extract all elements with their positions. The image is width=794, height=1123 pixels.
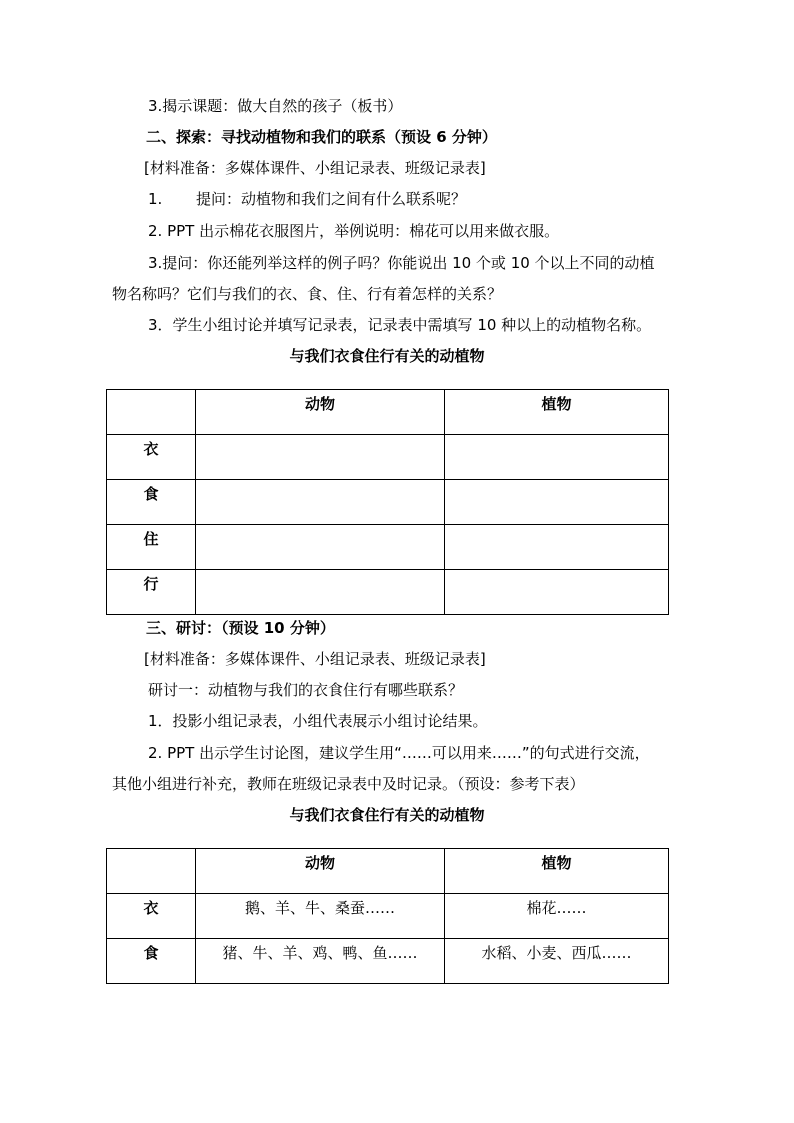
table-row — [107, 849, 669, 894]
section-heading-explore: 二、探索：寻找动植物和我们的联系（预设 6 分钟） — [146, 128, 497, 146]
table-cell-plant — [445, 525, 669, 570]
record-table-2 — [106, 848, 669, 984]
column-header-plant: 植物 — [445, 849, 669, 894]
row-header-clothing: 衣 — [107, 435, 196, 480]
table-row — [107, 570, 669, 615]
paragraph-group-discussion: 3．学生小组讨论并填写记录表，记录表中需填写 10 种以上的动植物名称。 — [148, 316, 652, 334]
column-header-animal: 动物 — [196, 849, 445, 894]
paragraph-projection: 1．投影小组记录表，小组代表展示小组讨论结果。 — [148, 712, 488, 730]
table-row — [107, 939, 669, 984]
row-header-clothing: 衣 — [107, 894, 196, 939]
table-cell-animal — [196, 525, 445, 570]
table-cell-corner — [107, 849, 196, 894]
paragraph-ppt-discussion-line1: 2. PPT 出示学生讨论图，建议学生用“……可以用来……”的句式进行交流， — [148, 744, 650, 762]
row-header-housing: 住 — [107, 525, 196, 570]
column-header-animal: 动物 — [196, 390, 445, 435]
table-row — [107, 894, 669, 939]
row-header-food: 食 — [107, 480, 196, 525]
materials-note-1: [材料准备：多媒体课件、小组记录表、班级记录表] — [144, 159, 486, 177]
table-row — [107, 525, 669, 570]
paragraph-examples-line2: 物名称吗？它们与我们的衣、食、住、行有着怎样的关系？ — [112, 285, 503, 303]
table-row — [107, 435, 669, 480]
table-row — [107, 480, 669, 525]
table-cell-animal — [196, 480, 445, 525]
record-table-1 — [106, 389, 669, 615]
paragraph-reveal-topic: 3.揭示课题：做大自然的孩子（板书） — [148, 97, 403, 115]
table-cell-plant — [445, 480, 669, 525]
materials-note-2: [材料准备：多媒体课件、小组记录表、班级记录表] — [144, 650, 486, 668]
table-cell-animal — [196, 435, 445, 480]
paragraph-ppt-cotton: 2. PPT 出示棉花衣服图片，举例说明：棉花可以用来做衣服。 — [148, 222, 560, 240]
column-header-plant: 植物 — [445, 390, 669, 435]
table-cell-corner — [107, 390, 196, 435]
table-2-title: 与我们衣食住行有关的动植物 — [289, 806, 485, 824]
table-cell-animal: 猪、牛、羊、鸡、鸭、鱼…… — [196, 939, 445, 984]
row-header-travel: 行 — [107, 570, 196, 615]
paragraph-question: 提问：动植物和我们之间有什么联系呢？ — [196, 190, 467, 208]
paragraph-discussion-one: 研讨一：动植物与我们的衣食住行有哪些联系？ — [148, 681, 464, 699]
table-cell-animal: 鹅、羊、牛、桑蚕…… — [196, 894, 445, 939]
table-1-title: 与我们衣食住行有关的动植物 — [289, 347, 485, 365]
paragraph-ppt-discussion-line2: 其他小组进行补充，教师在班级记录表中及时记录。（预设：参考下表） — [112, 775, 585, 793]
table-cell-plant: 棉花…… — [445, 894, 669, 939]
table-cell-plant — [445, 570, 669, 615]
row-header-food: 食 — [107, 939, 196, 984]
table-cell-plant: 水稻、小麦、西瓜…… — [445, 939, 669, 984]
paragraph-question-num: 1. — [148, 190, 163, 208]
section-heading-discuss: 三、研讨：（预设 10 分钟） — [146, 619, 335, 637]
table-cell-animal — [196, 570, 445, 615]
paragraph-examples-line1: 3.提问：你还能列举这样的例子吗？你能说出 10 个或 10 个以上不同的动植 — [148, 254, 655, 272]
table-cell-plant — [445, 435, 669, 480]
table-row — [107, 390, 669, 435]
